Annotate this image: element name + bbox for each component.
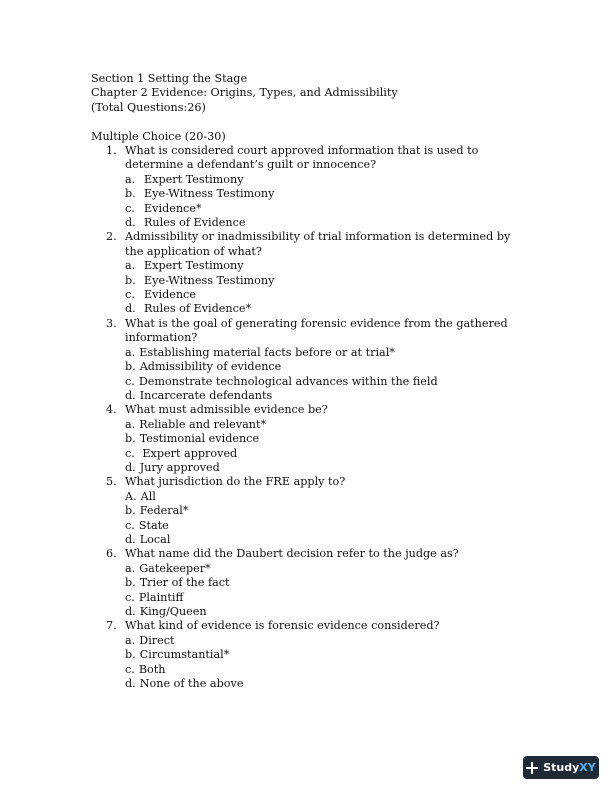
question-number: 1. [106,144,117,158]
option-letter: d. [125,216,136,230]
option-letter: a. [125,172,136,186]
option-letter: b. [125,648,136,662]
answer-option [125,533,531,547]
option-text: Expert Testimony [144,259,244,273]
option-letter: c. [125,288,135,302]
badge-xy-text: XY [579,761,596,774]
option-letter: c. [125,662,135,676]
section-heading: Section 1 Setting the Stage [91,72,248,85]
answer-options [91,490,531,548]
option-text: Eye-Witness Testimony [144,187,275,201]
badge-label [543,761,596,774]
answer-option [125,576,531,590]
option-letter: a. [125,417,136,431]
option-letter: d. [125,460,136,474]
answer-option [125,173,531,187]
answer-options [91,634,531,692]
option-text: None of the above [139,677,244,691]
option-letter: d. [125,677,136,691]
answer-option [125,274,531,288]
option-letter: d. [125,388,136,402]
option-text: All [140,489,156,503]
answer-option [125,216,531,230]
answer-option [125,375,531,389]
option-text: Trier of the fact [139,576,230,590]
question-text: What is considered court approved information that is used to determine a defendant’s guilt or innocence? [125,144,479,172]
option-letter: b. [125,273,136,287]
studyxy-badge[interactable] [523,756,599,779]
option-letter: b. [125,360,136,374]
option-letter: c. [125,201,135,215]
answer-option [125,605,531,619]
answer-option [125,648,531,662]
answer-option [125,302,531,316]
badge-study-text: Study [543,761,580,774]
option-text: Gatekeeper* [139,561,211,575]
question-item [91,475,531,489]
option-text: Demonstrate technological advances within the field [138,374,438,388]
answer-options [91,346,531,404]
answer-option [125,663,531,677]
option-letter: b. [125,576,136,590]
question-item [91,230,531,259]
option-text: Expert approved [138,446,238,460]
option-text: Eye-Witness Testimony [144,273,275,287]
option-letter: A. [125,489,137,503]
answer-option [125,461,531,475]
question-text: What jurisdiction do the FRE apply to? [125,475,346,489]
answer-option [125,346,531,360]
question-text: What must admissible evidence be? [125,403,328,417]
option-letter: d. [125,302,136,316]
option-text: King/Queen [139,605,207,619]
option-text: Direct [139,633,175,647]
option-letter: c. [125,446,135,460]
answer-option [125,447,531,461]
answer-options [91,173,531,231]
option-letter: d. [125,605,136,619]
answer-options [91,418,531,476]
question-text: What name did the Daubert decision refer to the judge as? [125,547,459,561]
option-text: Evidence [144,288,196,302]
question-item [91,619,531,633]
option-letter: b. [125,504,136,518]
option-text: Reliable and relevant* [139,417,267,431]
answer-options [91,562,531,620]
answer-option [125,389,531,403]
question-number: 2. [106,230,117,244]
answer-option [125,202,531,216]
plus-icon [526,762,538,774]
option-text: Both [138,662,166,676]
option-text: Plaintiff [138,590,184,604]
option-text: Rules of Evidence* [144,302,252,316]
question-item [91,317,531,346]
option-text: Circumstantial* [139,648,230,662]
option-letter: a. [125,345,136,359]
total-questions: (Total Questions:26) [91,100,206,114]
option-text: Testimonial evidence [139,432,260,446]
option-letter: c. [125,590,135,604]
question-text: Admissibility or inadmissibility of trial information is determined by the application of what? [125,230,511,258]
option-letter: d. [125,532,136,546]
question-item [91,547,531,561]
question-number: 3. [106,316,117,330]
answer-option [125,677,531,691]
option-text: Incarcerate defendants [139,388,273,402]
answer-option [125,504,531,518]
option-letter: a. [125,561,136,575]
question-list [91,144,531,691]
option-text: Local [139,532,171,546]
answer-option [125,562,531,576]
question-item [91,403,531,417]
answer-option [125,418,531,432]
question-item [91,144,531,173]
chapter-heading: Chapter 2 Evidence: Origins, Types, and Admissibility [91,86,398,100]
option-letter: a. [125,633,136,647]
option-text: Admissibility of evidence [139,360,282,374]
question-number: 5. [106,475,117,489]
option-text: State [138,518,169,532]
answer-option [125,519,531,533]
option-text: Expert Testimony [144,172,244,186]
option-letter: b. [125,432,136,446]
option-text: Federal* [139,504,189,518]
question-text: What kind of evidence is forensic evidence considered? [125,619,440,633]
question-number: 6. [106,547,117,561]
question-number: 4. [106,403,117,417]
answer-option [125,591,531,605]
option-letter: b. [125,187,136,201]
option-letter: a. [125,259,136,273]
question-number: 7. [106,619,117,633]
option-text: Rules of Evidence [144,216,246,230]
option-letter: c. [125,374,135,388]
multiple-choice-title: Multiple Choice (20-30) [91,129,226,143]
option-text: Establishing material facts before or at trial* [139,345,395,359]
spacer [91,115,531,129]
answer-options [91,259,531,317]
document-content [91,72,531,691]
answer-option [125,360,531,374]
answer-option [125,634,531,648]
option-text: Evidence* [144,201,202,215]
answer-option [125,490,531,504]
answer-option [125,432,531,446]
answer-option [125,288,531,302]
option-letter: c. [125,518,135,532]
answer-option [125,187,531,201]
option-text: Jury approved [139,460,220,474]
answer-option [125,259,531,273]
question-text: What is the goal of generating forensic evidence from the gathered information? [125,316,508,345]
